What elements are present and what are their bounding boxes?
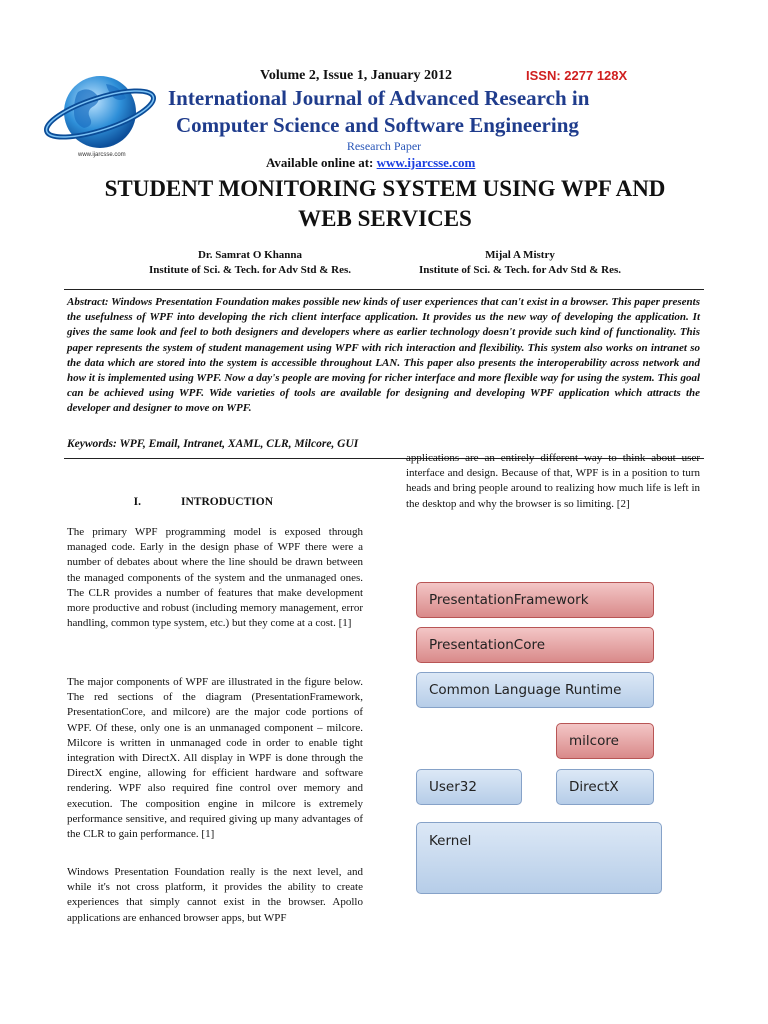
section-number: I.	[133, 496, 141, 508]
volume-issue: Volume 2, Issue 1, January 2012	[260, 68, 453, 83]
diagram-kernel: Kernel	[416, 822, 662, 894]
author-affiliation: Institute of Sci. & Tech. for Adv Std & Res.	[418, 264, 622, 276]
logo-url-text: www.ijarcsse.com	[78, 152, 126, 158]
diagram-directx: DirectX	[556, 769, 654, 805]
paper-title-line1: STUDENT MONITORING SYSTEM USING WPF AND	[104, 176, 666, 201]
paper-title	[60, 174, 710, 234]
available-label: Available online at:	[266, 155, 377, 170]
section-heading	[67, 496, 363, 508]
intro-paragraph-3: Windows Presentation Foundation really is the next level, and while it's not cross platform, it provides the ability to create experiences that simply cannot exist in the browser. Apollo applications are enhanced browser apps, but WPF	[67, 866, 363, 924]
author-1	[120, 248, 380, 278]
author-name: Mijal A Mistry	[485, 249, 555, 261]
paper-type: Research Paper	[346, 139, 422, 153]
right-column-paragraph: applications are an entirely different way to think about user interface and design. Because of that, WPF is in a position to turn heads and bring people around to realizing how much life is left in the desktop and why the browser is so limiting. [2]	[406, 452, 700, 510]
diagram-presentation-framework: PresentationFramework	[416, 582, 654, 618]
abstract: Abstract: Windows Presentation Foundation makes possible new kinds of user experiences that can't exist in a browser. This paper presents the usefulness of WPF into developing the rich client interface application. It provides us the new way of developing the application. It gives the same look and feel to both designers and developers where as earlier technology doesn't provide such kind of functionality. This paper represents the system of student management using WPF with rich interaction and flexibility. This system also works on intranet so the data which are stored into the system is accessible throughout LAN. This paper also presents the interoperability across network and how it is implemented using WPF. Now a day's people are moving for richer interface and more flexible way for using the system. This goal can be achieved using WPF. Wide varieties of tools are available for designing and developing WPF application which attracts the developer and designer to move on WPF.	[67, 296, 700, 415]
paper-title-line2: WEB SERVICES	[298, 206, 472, 231]
journal-title-line2: Computer Science and Software Engineering	[176, 113, 579, 137]
journal-url-link[interactable]: www.ijarcsse.com	[376, 155, 476, 170]
available-online	[266, 155, 475, 171]
author-name: Dr. Samrat O Khanna	[197, 249, 303, 261]
divider-top	[64, 289, 704, 290]
diagram-milcore: milcore	[556, 723, 654, 759]
diagram-presentation-core: PresentationCore	[416, 627, 654, 663]
intro-paragraph-2: The major components of WPF are illustrated in the figure below. The red sections of the diagram (PresentationFramework, PresentationCore, and milcore) are the major code portions of WPF. Of these, only one is an unmanaged component – milcore. Milcore is written in unmanaged code in order to enable tight integration with DirectX. All display in WPF is done through the DirectX engine, allowing for efficient hardware and software rendering. WPF also required fine control over memory and execution. The composition engine in milcore is extremely performance sensitive, and required giving up many advantages of the CLR to gain performance. [1]	[67, 676, 363, 841]
author-affiliation: Institute of Sci. & Tech. for Adv Std & Res.	[148, 264, 352, 276]
author-2	[390, 248, 650, 278]
keywords: Keywords: WPF, Email, Intranet, XAML, CLR, Milcore, GUI	[67, 438, 359, 450]
diagram-clr: Common Language Runtime	[416, 672, 654, 708]
issn: ISSN: 2277 128X	[526, 68, 628, 83]
intro-paragraph-1: The primary WPF programming model is exposed through managed code. Early in the design phase of WPF there were a number of debates about where the line should be drawn between the managed components of the system and the unmanaged ones. The CLR provides a number of features that make development more productive and robust (including memory management, error handling, common type system, etc.) but they come at a cost. [1]	[67, 526, 363, 630]
journal-title-line1: International Journal of Advanced Research in	[168, 86, 590, 110]
wpf-architecture-diagram	[400, 570, 700, 910]
diagram-user32: User32	[416, 769, 522, 805]
section-title: INTRODUCTION	[181, 496, 274, 508]
